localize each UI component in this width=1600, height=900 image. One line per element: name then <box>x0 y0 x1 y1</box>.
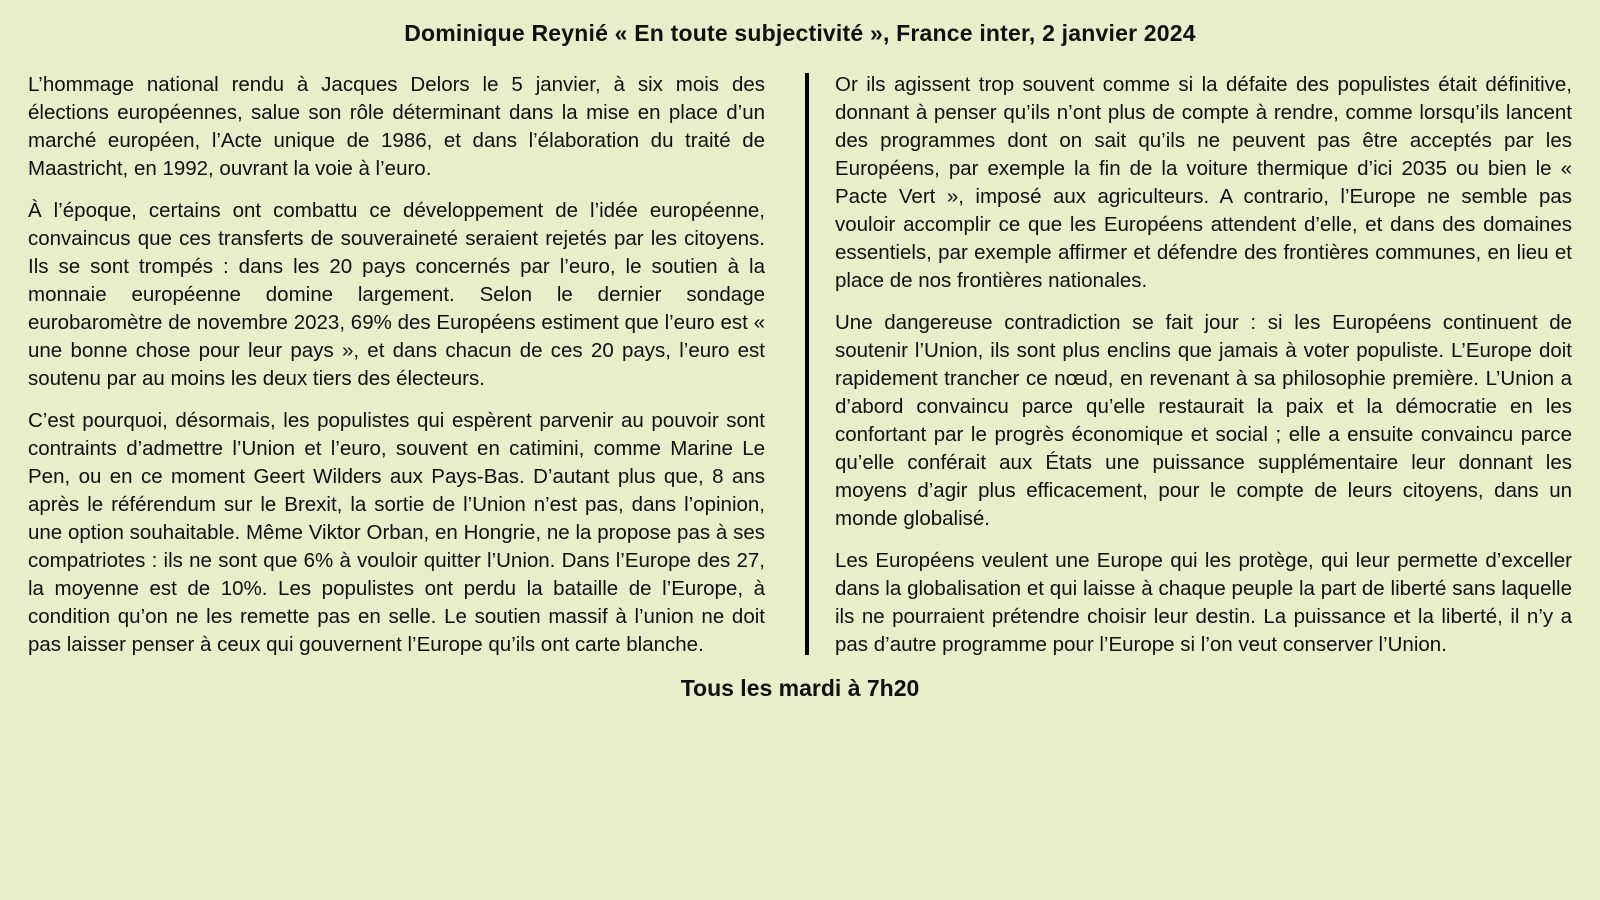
left-column <box>28 71 765 659</box>
right-column <box>835 71 1572 659</box>
column-divider <box>805 73 809 655</box>
paragraph: C’est pourquoi, désormais, les populistes qui espèrent parvenir au pouvoir sont contraints d’admettre l’Union et l’euro, souvent en catimini, comme Marine Le Pen, ou en ce moment Geert Wilders aux Pays-Bas. D’autant plus que, 8 ans après le référendum sur le Brexit, la sortie de l’Union n’est pas, dans l’opinion, une option souhaitable. Même Viktor Orban, en Hongrie, ne la propose pas à ses compatriotes : ils ne sont que 6% à vouloir quitter l’Union. Dans l’Europe des 27, la moyenne est de 10%. Les populistes ont perdu la bataille de l’Europe, à condition qu’on ne les remette pas en selle. Le soutien massif à l’union ne doit pas laisser penser à ceux qui gouvernent l’Europe qu’ils ont carte blanche. <box>28 409 765 656</box>
paragraph: À l’époque, certains ont combattu ce développement de l’idée européenne, convaincus que ces transferts de souveraineté seraient rejetés par les citoyens. Ils se sont trompés : dans les 20 pays concernés par l’euro, le soutien à la monnaie européenne domine largement. Selon le dernier sondage eurobaromètre de novembre 2023, 69% des Européens estiment que l’euro est « une bonne chose pour leur pays », et dans chacun de ces 20 pays, l’euro est soutenu par au moins les deux tiers des électeurs. <box>28 199 765 390</box>
footer-note: Tous les mardi à 7h20 <box>680 675 920 701</box>
two-column-body <box>28 71 1572 659</box>
paragraph: L’hommage national rendu à Jacques Delors le 5 janvier, à six mois des élections européennes, salue son rôle déterminant dans la mise en place d’un marché européen, l’Acte unique de 1986, et dans l’élaboration du traité de Maastricht, en 1992, ouvrant la voie à l’euro. <box>28 73 765 180</box>
paragraph: Les Européens veulent une Europe qui les protège, qui leur permette d’exceller dans la globalisation et qui laisse à chaque peuple la part de liberté sans laquelle ils ne pourraient prétendre choisir leur destin. La puissance et la liberté, il n’y a pas d’autre programme pour l’Europe si l’on veut conserver l’Union. <box>835 549 1572 656</box>
page-title: Dominique Reynié « En toute subjectivité », France inter, 2 janvier 2024 <box>404 20 1196 46</box>
paragraph: Une dangereuse contradiction se fait jour : si les Européens continuent de soutenir l’Union, ils sont plus enclins que jamais à voter populiste. L’Europe doit rapidement trancher ce nœud, en revenant à sa philosophie première. L’Union a d’abord convaincu parce qu’elle restaurait la paix et la démocratie en les confortant par le progrès économique et social ; elle a ensuite convaincu parce qu’elle conférait aux États une puissance supplémentaire leur donnant les moyens d’agir plus efficacement, pour le compte de leurs citoyens, dans un monde globalisé. <box>835 311 1572 530</box>
paragraph: Or ils agissent trop souvent comme si la défaite des populistes était définitive, donnant à penser qu’ils n’ont plus de compte à rendre, comme lorsqu’ils lancent des programmes dont on sait qu’ils ne peuvent pas être acceptés par les Européens, par exemple la fin de la voiture thermique d’ici 2035 ou bien le « Pacte Vert », imposé aux agriculteurs. A contrario, l’Europe ne semble pas vouloir accomplir ce que les Européens attendent d’elle, et dans des domaines essentiels, par exemple affirmer et défendre des frontières communes, en lieu et place de nos frontières nationales. <box>835 73 1572 292</box>
